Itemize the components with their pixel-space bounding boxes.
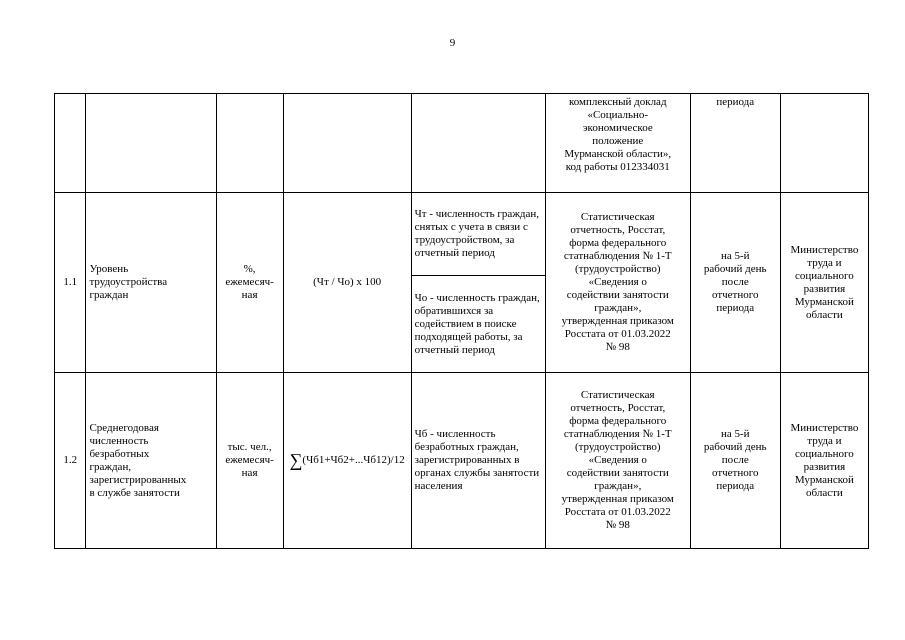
cell-name — [86, 94, 216, 193]
cell-name: Уровень трудоустройства граждан — [86, 193, 216, 373]
cell-timing: на 5-й рабочий день после отчетного периода — [690, 373, 780, 549]
cell-definition: Чб - численность безработных граждан, зарегистрированных в органах службы занятости населения — [411, 373, 545, 549]
cell-source: комплексный доклад «Социально- экономическое положение Мурманской области», код работы 012334031 — [545, 94, 690, 193]
cell-definition — [411, 94, 545, 193]
table-row-1-1 — [55, 193, 869, 276]
cell-num — [55, 94, 86, 193]
formula-body: (Чб1+Чб2+...Чб12)/12 — [302, 454, 405, 466]
table-row-continuation — [55, 94, 869, 193]
cell-timing: на 5-й рабочий день после отчетного периода — [690, 193, 780, 373]
cell-num: 1.2 — [55, 373, 86, 549]
cell-name: Среднегодовая численность безработных граждан, зарегистрированных в службе занятости — [86, 373, 216, 549]
cell-unit: %, ежемесяч- ная — [216, 193, 283, 373]
cell-source: Статистическая отчетность, Росстат, форма федерального статнаблюдения № 1-Т (трудоустройство) «Сведения о содействии занятости граждан», утвержденная приказом Росстата от 01.03.2022 № 98 — [545, 193, 690, 373]
cell-formula — [283, 94, 411, 193]
cell-timing: периода — [690, 94, 780, 193]
cell-responsible — [780, 94, 868, 193]
cell-formula — [283, 373, 411, 549]
cell-responsible: Министерство труда и социального развития Мурманской области — [780, 373, 868, 549]
table-row-1-2 — [55, 373, 869, 549]
cell-definition-a: Чт - численность граждан, снятых с учета в связи с трудоустройством, за отчетный период — [411, 193, 545, 276]
cell-source: Статистическая отчетность, Росстат, форма федерального статнаблюдения № 1-Т (трудоустройство) «Сведения о содействии занятости граждан», утвержденная приказом Росстата от 01.03.2022 № 98 — [545, 373, 690, 549]
indicators-table — [54, 93, 869, 549]
cell-unit — [216, 94, 283, 193]
cell-formula: (Чт / Чо) х 100 — [283, 193, 411, 373]
cell-responsible: Министерство труда и социального развития Мурманской области — [780, 193, 868, 373]
cell-definition-b: Чо - численность граждан, обратившихся за содействием в поиске подходящей работы, за отчетный период — [411, 276, 545, 373]
cell-unit: тыс. чел., ежемесяч- ная — [216, 373, 283, 549]
page-number: 9 — [449, 37, 456, 49]
sum-symbol: ∑ — [289, 450, 303, 470]
cell-num: 1.1 — [55, 193, 86, 373]
